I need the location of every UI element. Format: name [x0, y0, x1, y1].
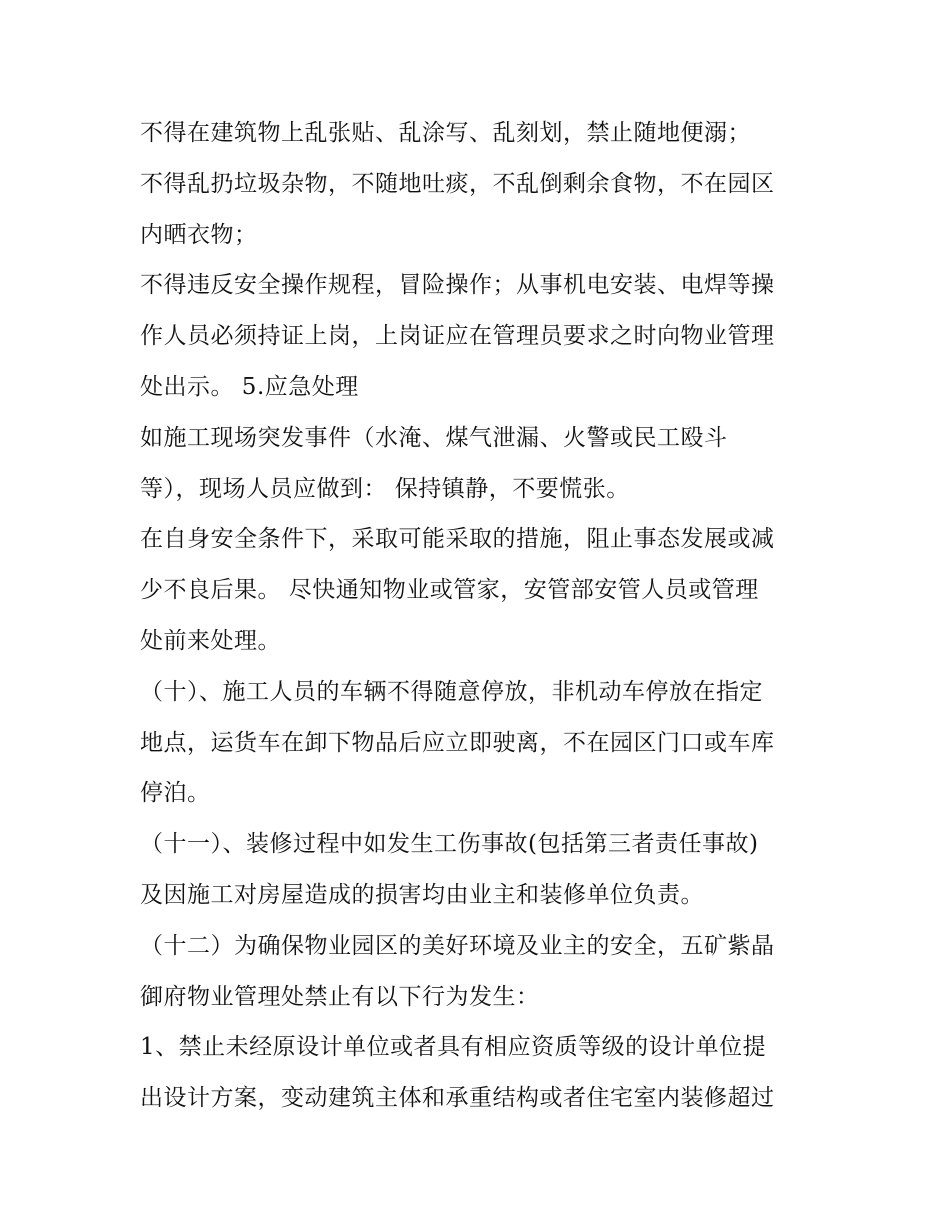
text-line: 少不良后果。 尽快通知物业或管家，安管部安管人员或管理 — [140, 577, 759, 604]
text-line: 如施工现场突发事件（水淹、煤气泄漏、火警或民工殴斗 — [140, 424, 728, 451]
text-line: 等），现场人员应做到： 保持镇静，不要慌张。 — [140, 475, 630, 502]
text-line: 在自身安全条件下，采取可能采取的措施，阻止事态发展或减 — [140, 526, 775, 553]
text-line: 处前来处理。 — [140, 627, 281, 654]
text-line: 地点，运货车在卸下物品后应立即驶离，不在园区门口或车库 — [140, 729, 775, 756]
text-line: （十二）为确保物业园区的美好环境及业主的安全，五矿紫晶 — [140, 932, 775, 959]
text-line: 及因施工对房屋造成的损害均由业主和装修单位负责。 — [140, 881, 704, 908]
text-line: 停泊。 — [140, 780, 211, 807]
text-line: 处出示。 5.应急处理 — [140, 373, 359, 400]
document-body — [140, 108, 830, 1124]
text-line: 不得在建筑物上乱张贴、乱涂写、乱刻划，禁止随地便溺； — [140, 120, 751, 146]
text-line: 出设计方案，变动建筑主体和承重结构或者住宅室内装修超过 — [140, 1085, 775, 1112]
text-line: 不得乱扔垃圾杂物，不随地吐痰，不乱倒剩余食物，不在园区 — [140, 170, 775, 197]
text-line: 不得违反安全操作规程，冒险操作；从事机电安装、电焊等操 — [140, 272, 775, 299]
text-line: （十一）、装修过程中如发生工伤事故(包括第三者责任事故) — [140, 831, 759, 858]
text-line: 御府物业管理处禁止有以下行为发生： — [140, 983, 540, 1010]
text-line: 作人员必须持证上岗，上岗证应在管理员要求之时向物业管理 — [140, 323, 775, 350]
text-line: 内晒衣物； — [140, 221, 258, 248]
text-line: 1、禁止未经原设计单位或者具有相应资质等级的设计单位提 — [140, 1034, 767, 1061]
text-line: （十）、施工人员的车辆不得随意停放，非机动车停放在指定 — [140, 678, 763, 705]
